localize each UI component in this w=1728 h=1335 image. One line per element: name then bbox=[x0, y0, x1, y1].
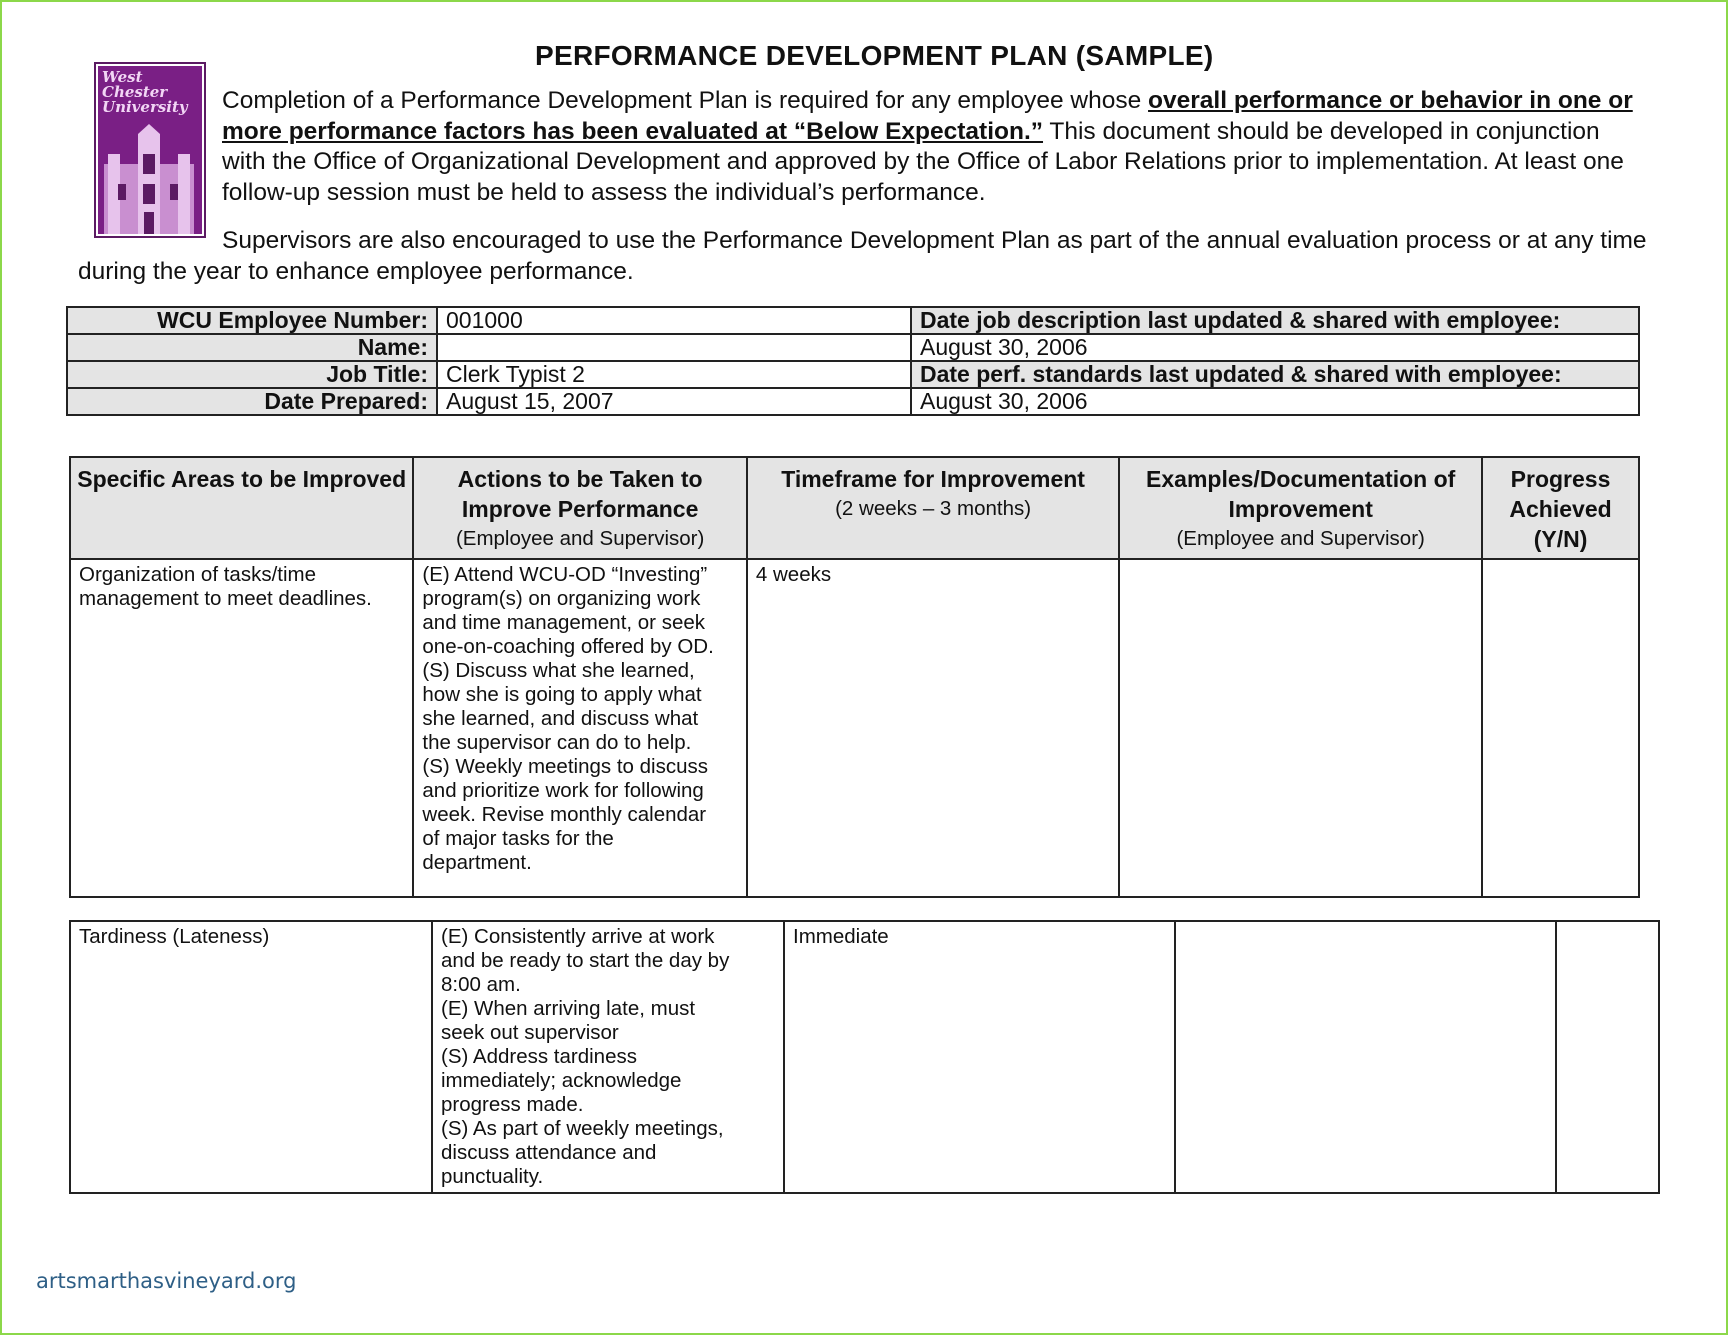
action-line: punctuality. bbox=[441, 1165, 544, 1188]
actions-header-sub: (Employee and Supervisor) bbox=[455, 527, 705, 550]
actions-header bbox=[413, 457, 746, 559]
name-value bbox=[437, 334, 911, 361]
examples-header-sub: (Employee and Supervisor) bbox=[1176, 527, 1425, 550]
action-line: 8:00 am. bbox=[441, 973, 521, 996]
action-line: and be ready to start the day by bbox=[441, 949, 730, 972]
examples-cell bbox=[1119, 559, 1482, 897]
action-line: one-on-coaching offered by OD. bbox=[422, 635, 714, 658]
date-prepared-value: August 15, 2007 bbox=[437, 388, 911, 415]
action-line: (S) Address tardiness bbox=[441, 1045, 637, 1068]
university-logo bbox=[94, 62, 206, 238]
employee-info-table bbox=[66, 306, 1640, 416]
table-row bbox=[70, 559, 1639, 897]
actions-header-title: Actions to be Taken to Improve Performance bbox=[457, 466, 703, 522]
intro-emphasis: overall performance or behavior in one or more performance factors has been evaluated at “Below Expectation.” bbox=[222, 87, 1633, 145]
date-prepared-label: Date Prepared: bbox=[67, 388, 437, 415]
action-line: (S) As part of weekly meetings, bbox=[441, 1117, 724, 1140]
timeframe-cell: 4 weeks bbox=[747, 559, 1119, 897]
action-line: department. bbox=[422, 851, 532, 874]
action-line: program(s) on organizing work bbox=[422, 587, 701, 610]
action-line: and time management, or seek bbox=[422, 611, 706, 634]
watermark-link[interactable]: artsmarthasvineyard.org bbox=[36, 1269, 297, 1293]
actions-cell bbox=[413, 559, 746, 897]
action-line: (S) Discuss what she learned, bbox=[422, 659, 695, 682]
action-line: of major tasks for the bbox=[422, 827, 614, 850]
action-line: (E) When arriving late, must bbox=[441, 997, 696, 1020]
timeframe-header-title: Timeframe for Improvement bbox=[781, 466, 1085, 492]
action-line: how she is going to apply what bbox=[422, 683, 702, 706]
progress-header: Progress Achieved (Y/N) bbox=[1482, 457, 1639, 559]
perf-std-date-value: August 30, 2006 bbox=[911, 388, 1639, 415]
job-desc-date-value: August 30, 2006 bbox=[911, 334, 1639, 361]
info-row bbox=[67, 307, 1639, 334]
info-row bbox=[67, 361, 1639, 388]
area-cell: Tardiness (Lateness) bbox=[70, 921, 432, 1193]
logo-text: West Chester University bbox=[102, 68, 188, 116]
action-line: (E) Consistently arrive at work bbox=[441, 925, 715, 948]
intro-text-start: Completion of a Performance Development Plan is required for any employee whose bbox=[222, 87, 1149, 114]
page-title: PERFORMANCE DEVELOPMENT PLAN (SAMPLE) bbox=[535, 40, 1214, 71]
area-cell: Organization of tasks/time management to meet deadlines. bbox=[70, 559, 413, 897]
perf-std-date-label: Date perf. standards last updated & shared with employee: bbox=[911, 361, 1639, 388]
examples-cell bbox=[1175, 921, 1556, 1193]
action-line: and prioritize work for following bbox=[422, 779, 704, 802]
action-line: (S) Weekly meetings to discuss bbox=[422, 755, 708, 778]
header-row bbox=[70, 457, 1639, 559]
improvement-plan-table-2 bbox=[69, 920, 1660, 1194]
improvement-plan-table bbox=[69, 456, 1640, 898]
intro-paragraph bbox=[222, 86, 1642, 208]
progress-cell bbox=[1482, 559, 1639, 897]
table-row bbox=[70, 921, 1659, 1193]
action-line: (E) Attend WCU-OD “Investing” bbox=[422, 563, 708, 586]
action-line: seek out supervisor bbox=[441, 1021, 619, 1044]
supervisor-paragraph: Supervisors are also encouraged to use the Performance Development Plan as part of the annual evaluation process or at any time during the year to enhance employee performance. bbox=[78, 227, 1647, 285]
name-label: Name: bbox=[67, 334, 437, 361]
timeframe-header bbox=[747, 457, 1119, 559]
job-title-value: Clerk Typist 2 bbox=[437, 361, 911, 388]
examples-header-title: Examples/Documentation of Improvement bbox=[1146, 466, 1456, 522]
action-line: she learned, and discuss what bbox=[422, 707, 699, 730]
progress-cell bbox=[1556, 921, 1659, 1193]
actions-cell bbox=[432, 921, 784, 1193]
building-icon bbox=[98, 124, 200, 234]
examples-header bbox=[1119, 457, 1482, 559]
job-title-label: Job Title: bbox=[67, 361, 437, 388]
employee-number-value: 001000 bbox=[437, 307, 911, 334]
employee-number-label: WCU Employee Number: bbox=[67, 307, 437, 334]
intro-text-end: This document should be developed in conjunction with the Office of Organizational Development and approved by the Office of Labor Relations prior to implementation. At least one follow-up session must be held to assess the individual’s performance. bbox=[222, 117, 1624, 206]
info-row bbox=[67, 388, 1639, 415]
info-row bbox=[67, 334, 1639, 361]
action-line: immediately; acknowledge bbox=[441, 1069, 682, 1092]
action-line: the supervisor can do to help. bbox=[422, 731, 692, 754]
job-desc-date-label: Date job description last updated & shared with employee: bbox=[911, 307, 1639, 334]
action-line: discuss attendance and bbox=[441, 1141, 657, 1164]
timeframe-header-sub: (2 weeks – 3 months) bbox=[835, 497, 1032, 520]
action-line: week. Revise monthly calendar bbox=[422, 803, 707, 826]
timeframe-cell: Immediate bbox=[784, 921, 1175, 1193]
areas-header: Specific Areas to be Improved bbox=[70, 457, 413, 559]
action-line: progress made. bbox=[441, 1093, 584, 1116]
